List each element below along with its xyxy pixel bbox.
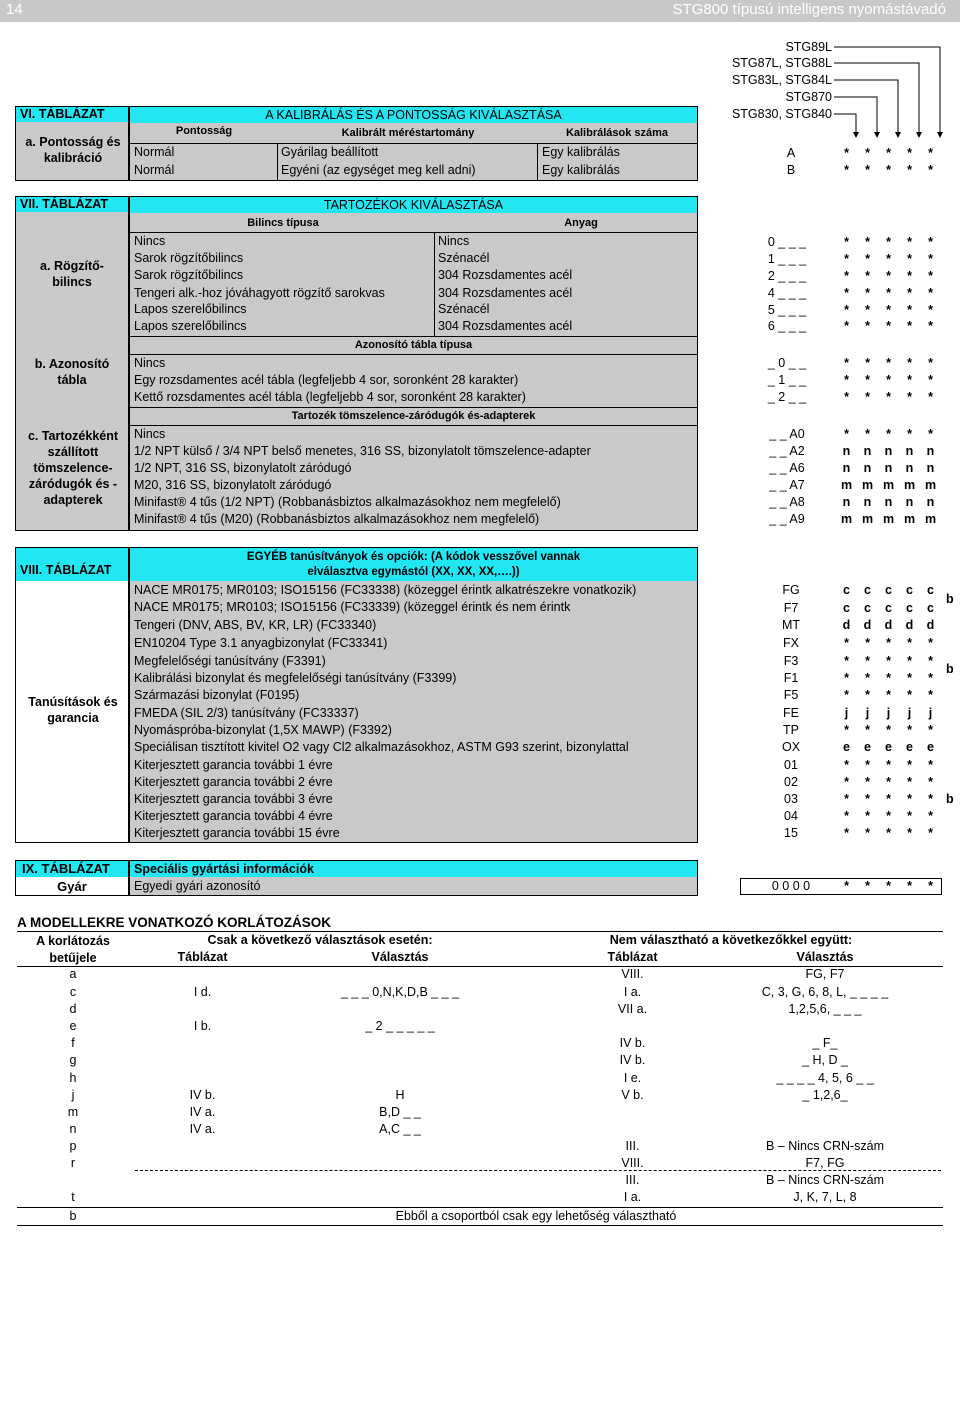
table-viii-extra-2: b: [946, 662, 954, 676]
table-viii-row2: NACE MR0175; MR0103; ISO15156 (FC33339) (közeggel érintk és nem érintk: [134, 600, 571, 614]
table-ix-title: Speciális gyártási információk: [130, 861, 697, 877]
page-number: 14: [6, 1, 23, 18]
restriction-choice-2: _ H, D _: [802, 1053, 848, 1067]
restriction-table-2: I a.: [623, 985, 642, 999]
table-viii-row8: FMEDA (SIL 2/3) tanúsítvány (FC33337): [134, 706, 359, 720]
table-viii-row1-availability: c c c c c: [843, 583, 934, 597]
table-viii-section-label: Tanúsítások és garancia: [28, 695, 118, 725]
table-viii-row14-availability: * * * * *: [844, 809, 933, 823]
table-viii-label: VIII. TÁBLÁZAT: [16, 548, 128, 581]
table-vii-a-row1-material: Nincs: [438, 234, 470, 248]
table-vii-c-row4-availability: m m m m m: [840, 478, 937, 492]
table-viii-row14-code: 04: [784, 809, 798, 823]
table-vii-a-row5-code: 5 _ _ _: [767, 303, 807, 317]
table-viii-row5: Megfelelőségi tanúsítvány (F3391): [134, 654, 326, 668]
restriction-table-2: III.: [625, 1173, 640, 1187]
table-vii-a-row3-material: 304 Rozsdamentes acél: [438, 268, 573, 282]
restriction-table-1: I b.: [193, 1019, 212, 1033]
table-viii-row10-code: OX: [781, 740, 801, 754]
restriction-choice-1: B,D _ _: [379, 1105, 421, 1119]
table-vii-label: VII. TÁBLÁZAT: [16, 197, 128, 212]
table-vii-c-row6-code: _ _ A9: [769, 512, 805, 526]
table-vi-title: A KALIBRÁLÁS ÉS A PONTOSSÁG KIVÁLASZTÁSA: [130, 107, 697, 123]
table-vi-row2-availability: * * * * *: [844, 163, 933, 177]
restriction-letter: g: [69, 1053, 77, 1067]
table-vi-row1-code: A: [786, 146, 796, 160]
table-vi-row2-code: B: [786, 163, 796, 177]
table-vii-a-row5-availability: * * * * *: [844, 303, 933, 317]
restrictions-last-text: Ebből a csoportból csak egy lehetőség választható: [395, 1209, 677, 1223]
table-vii-c-row3: 1/2 NPT, 316 SS, bizonylatolt záródugó: [134, 461, 352, 475]
table-vii-c-row6: Minifast® 4 tűs (M20) (Robbanásbiztos alkalmazásokhoz nem megfelelő): [134, 512, 540, 526]
page-header: [0, 0, 960, 22]
table-ix-code: 0 0 0 0: [771, 879, 811, 893]
table-vii-b-row2-availability: * * * * *: [844, 373, 933, 387]
table-vii-c-row1: Nincs: [134, 427, 166, 441]
table-viii-row7-availability: * * * * *: [844, 688, 933, 702]
table-viii-row12: Kiterjesztett garancia további 2 évre: [134, 775, 333, 789]
table-viii-row9: Nyomáspróba-bizonylat (1,5X MAWP) (F3392): [134, 723, 392, 737]
restriction-choice-2: 1,2,5,6, _ _ _: [788, 1002, 862, 1016]
table-vi-row1-availability: * * * * *: [844, 146, 933, 160]
model-stg870: STG870: [785, 90, 832, 104]
table-vii-b-row1-code: _ 0 _ _: [767, 356, 807, 370]
table-vi-row1-accuracy: Normál: [134, 145, 175, 159]
table-vii-a-row1-type: Nincs: [134, 234, 166, 248]
table-vii-c-row3-code: _ _ A6: [769, 461, 805, 475]
table-vii-a-row4-code: 4 _ _ _: [767, 286, 807, 300]
table-vii-a-row2-availability: * * * * *: [844, 252, 933, 266]
restrictions-sub-table-1: Táblázat: [177, 950, 228, 964]
table-viii-row9-availability: * * * * *: [844, 723, 933, 737]
restriction-table-2: IV b.: [619, 1053, 646, 1067]
restriction-choice-2: _ _ _ _ 4, 5, 6 _ _: [776, 1071, 874, 1085]
restrictions-last-letter: b: [69, 1209, 77, 1223]
table-ix-label: IX. TÁBLÁZAT: [16, 861, 128, 877]
restriction-choice-1: H: [395, 1088, 405, 1102]
restriction-table-1: IV b.: [189, 1088, 216, 1102]
model-stg830: STG830, STG840: [731, 107, 832, 121]
table-vii-a-row6-type: Lapos szerelőbilincs: [134, 319, 247, 333]
table-viii-row10: Speciálisan tisztított kivitel O2 vagy Cl2 alkalmazásokhoz, ASTM G93 szerint, bizonylattal: [134, 740, 629, 754]
restriction-table-1: IV a.: [189, 1122, 216, 1136]
restrictions-header-letter: A korlátozás betűjele: [36, 934, 110, 965]
table-viii-title-line2: elválasztva egymástól (XX, XX, XX,….)): [307, 566, 520, 578]
table-vii-a-row6-code: 6 _ _ _: [767, 319, 807, 333]
table-vii-c-row5: Minifast® 4 tűs (1/2 NPT) (Robbanásbiztos alkalmazásokhoz nem megfelelő): [134, 495, 561, 509]
table-viii-row10-availability: e e e e e: [843, 740, 934, 754]
table-vii-a-header-type: Bilincs típusa: [247, 217, 319, 229]
table-viii-row3-availability: d d d d d: [842, 618, 935, 632]
table-vii-b-row1-availability: * * * * *: [844, 356, 933, 370]
table-vii-b-row3-code: _ 2 _ _: [767, 390, 807, 404]
restriction-choice-2: J, K, 7, L, 8: [793, 1190, 857, 1204]
table-viii-row1: NACE MR0175; MR0103; ISO15156 (FC33338) (közeggel érintk alkatrészekre vonatkozik): [134, 583, 637, 597]
restriction-letter: t: [71, 1190, 75, 1204]
table-vi-col-count: Kalibrálások száma: [565, 127, 669, 139]
table-vi-row2-range: Egyéni (az egységet meg kell adni): [281, 163, 476, 177]
table-vii-b-row3: Kettő rozsdamentes acél tábla (legfeljebb 4 sor, soronként 28 karakter): [134, 390, 526, 404]
restriction-table-2: VII a.: [617, 1002, 648, 1016]
restriction-choice-2: B – Nincs CRN-szám: [765, 1139, 885, 1153]
model-stg83l: STG83L, STG84L: [731, 73, 832, 87]
table-vii-c-row6-availability: m m m m m: [840, 512, 937, 526]
table-vii-a-row1-code: 0 _ _ _: [767, 235, 807, 249]
table-vii-a-row4-type: Tengeri alk.-hoz jóváhagyott rögzítő sarokvas: [134, 286, 385, 300]
table-viii-row13-availability: * * * * *: [844, 792, 933, 806]
table-vii-title: TARTOZÉKOK KIVÁLASZTÁSA: [130, 197, 697, 213]
table-ix-availability: * * * * *: [844, 879, 933, 893]
table-vii-b-header: Azonosító tábla típusa: [354, 339, 473, 351]
table-viii-row6-availability: * * * * *: [844, 671, 933, 685]
table-viii-row3-code: MT: [781, 618, 801, 632]
restriction-choice-2: F7, FG: [805, 1156, 845, 1170]
table-viii-row15: Kiterjesztett garancia további 15 évre: [134, 826, 340, 840]
table-viii-row11-code: 01: [784, 758, 798, 772]
table-viii-title: [130, 548, 697, 581]
table-vii-a-row1-availability: * * * * *: [844, 235, 933, 249]
table-vi-section-label: a. Pontosság és kalibráció: [25, 135, 121, 165]
restriction-letter: p: [69, 1139, 77, 1153]
table-viii-row15-availability: * * * * *: [844, 826, 933, 840]
table-vii-a-row6-availability: * * * * *: [844, 319, 933, 333]
table-vi-label: VI. TÁBLÁZAT: [16, 107, 128, 122]
table-vii-c-row4: M20, 316 SS, bizonylatolt záródugó: [134, 478, 332, 492]
table-vii-a-row6-material: 304 Rozsdamentes acél: [438, 319, 573, 333]
table-vi-col-range: Kalibrált méréstartomány: [341, 127, 475, 139]
table-viii-row5-availability: * * * * *: [844, 654, 933, 668]
table-vii-c-row2-availability: n n n n n: [842, 444, 935, 458]
table-vii-c-label: c. Tartozékként szállított tömszelence-záródugók és -adapterek: [27, 429, 119, 507]
restriction-table-2: VIII.: [621, 1156, 644, 1170]
table-viii-row13: Kiterjesztett garancia további 3 évre: [134, 792, 333, 806]
table-viii-row7-code: F5: [783, 688, 799, 702]
table-viii-row2-availability: c c c c c: [843, 601, 934, 615]
table-viii-row8-availability: j j j j j: [844, 706, 933, 720]
restrictions-header-not: Nem választható a következőkkel együtt:: [609, 933, 853, 947]
table-vii-a-row2-code: 1 _ _ _: [767, 252, 807, 266]
table-viii-row11: Kiterjesztett garancia további 1 évre: [134, 758, 333, 772]
table-vii-c-row1-code: _ _ A0: [769, 427, 805, 441]
table-viii-title-line1: EGYÉB tanúsítványok és opciók: (A kódok vesszővel vannak: [246, 551, 581, 563]
table-vii-a-row4-availability: * * * * *: [844, 286, 933, 300]
table-vii-a-row3-code: 2 _ _ _: [767, 269, 807, 283]
table-viii-row5-code: F3: [783, 654, 799, 668]
restriction-letter: e: [69, 1019, 77, 1033]
model-stg89l: STG89L: [785, 40, 832, 54]
table-viii-row2-code: F7: [783, 601, 799, 615]
restriction-letter: a: [69, 967, 77, 981]
restriction-letter: j: [71, 1088, 75, 1102]
table-viii-row15-code: 15: [784, 826, 798, 840]
table-vii-c-row5-availability: n n n n n: [842, 495, 935, 509]
table-viii-row1-code: FG: [782, 583, 800, 597]
table-vii-a-row4-material: 304 Rozsdamentes acél: [438, 286, 573, 300]
table-vii-b-row3-availability: * * * * *: [844, 390, 933, 404]
restriction-table-1: IV a.: [189, 1105, 216, 1119]
table-viii-row9-code: TP: [783, 723, 799, 737]
restriction-choice-1: _ _ _ 0,N,K,D,B _ _ _: [340, 985, 460, 999]
table-viii-row13-code: 03: [784, 792, 798, 806]
table-viii-row6-code: F1: [783, 671, 799, 685]
restriction-letter: h: [69, 1071, 77, 1085]
table-vi-col-accuracy: Pontosság: [175, 125, 233, 137]
restriction-choice-2: _ F_: [812, 1036, 838, 1050]
table-vii-a-header-material: Anyag: [564, 217, 598, 229]
restriction-table-2: I a.: [623, 1190, 642, 1204]
table-vii-c-row4-code: _ _ A7: [769, 478, 805, 492]
table-ix-row: Egyedi gyári azonosító: [134, 879, 261, 893]
table-vii-a-row3-type: Sarok rögzítőbilincs: [134, 268, 244, 282]
table-vii-a-row5-material: Szénacél: [438, 302, 490, 316]
restriction-choice-2: _ 1,2,6_: [802, 1088, 848, 1102]
restriction-table-1: I d.: [193, 985, 212, 999]
table-vii-a-label: a. Rögzítő-bilincs: [40, 259, 104, 289]
table-ix-section-label: Gyár: [57, 879, 87, 894]
table-vii-b-row2: Egy rozsdamentes acél tábla (legfeljebb 4 sor, soronként 28 karakter): [134, 373, 519, 387]
restriction-letter: f: [71, 1036, 75, 1050]
table-viii-row12-availability: * * * * *: [844, 775, 933, 789]
restriction-table-2: IV b.: [619, 1036, 646, 1050]
table-vii-a-row3-availability: * * * * *: [844, 269, 933, 283]
restriction-choice-2: C, 3, G, 6, 8, L, _ _ _ _: [761, 985, 889, 999]
restrictions-sub-choice-2: Választás: [796, 950, 854, 964]
table-viii-row3: Tengeri (DNV, ABS, BV, KR, LR) (FC33340): [134, 618, 377, 632]
table-vi-row2-count: Egy kalibrálás: [542, 163, 620, 177]
table-vii-c-row1-availability: * * * * *: [844, 427, 933, 441]
restriction-letter: n: [69, 1122, 77, 1136]
table-vii-c-row2-code: _ _ A2: [769, 444, 805, 458]
restriction-letter: d: [69, 1002, 77, 1016]
restrictions-dashed-divider: [135, 1170, 941, 1171]
table-vii-c-row3-availability: n n n n n: [842, 461, 935, 475]
restriction-choice-1: A,C _ _: [379, 1122, 421, 1136]
restrictions-sub-table-2: Táblázat: [607, 950, 658, 964]
table-vi-row2-accuracy: Normál: [134, 163, 175, 177]
table-viii-row7: Származási bizonylat (F0195): [134, 688, 300, 702]
table-vi-row1-range: Gyárilag beállított: [281, 145, 379, 159]
table-viii-row4-availability: * * * * *: [844, 636, 933, 650]
restriction-table-2: I e.: [623, 1071, 642, 1085]
restriction-table-2: VIII.: [621, 967, 644, 981]
restriction-letter: c: [69, 985, 77, 999]
table-vii-b-label: b. Azonosító tábla: [34, 357, 110, 387]
table-viii-row14: Kiterjesztett garancia további 4 évre: [134, 809, 333, 823]
table-vii-a-row2-material: Szénacél: [438, 251, 490, 265]
restriction-letter: r: [70, 1156, 76, 1170]
table-vii-c-header: Tartozék tömszelence-záródugók és-adapterek: [291, 410, 536, 422]
table-vii-c-row5-code: _ _ A8: [769, 495, 805, 509]
restrictions-title: A MODELLEKRE VONATKOZÓ KORLÁTOZÁSOK: [17, 915, 331, 930]
table-viii-extra-3: b: [946, 792, 954, 806]
table-vii-a-row5-type: Lapos szerelőbilincs: [134, 302, 247, 316]
table-viii-row6: Kalibrálási bizonylat és megfelelőségi tanúsítvány (F3399): [134, 671, 457, 685]
restriction-choice-2: FG, F7: [805, 967, 845, 981]
restriction-table-2: V b.: [621, 1088, 644, 1102]
document-title: STG800 típusú intelligens nyomástávadó: [672, 1, 946, 18]
table-viii-row8-code: FE: [783, 706, 799, 720]
restrictions-header-only: Csak a következő választások esetén:: [207, 933, 433, 947]
table-viii-extra-1: b: [946, 592, 954, 606]
model-connector-lines: [820, 40, 950, 140]
restriction-choice-2: B – Nincs CRN-szám: [765, 1173, 885, 1187]
table-vi-row1-count: Egy kalibrálás: [542, 145, 620, 159]
table-viii-row4: EN10204 Type 3.1 anyagbizonylat (FC33341): [134, 636, 388, 650]
restriction-letter: m: [67, 1105, 79, 1119]
table-vii-c-row2: 1/2 NPT külső / 3/4 NPT belső menetes, 316 SS, bizonylatolt tömszelence-adapter: [134, 444, 591, 458]
restrictions-sub-choice-1: Választás: [371, 950, 429, 964]
table-vii-b-row1: Nincs: [134, 356, 166, 370]
table-viii-row12-code: 02: [784, 775, 798, 789]
table-vii-b-row2-code: _ 1 _ _: [767, 373, 807, 387]
table-viii-row4-code: FX: [783, 636, 799, 650]
restriction-table-2: III.: [625, 1139, 640, 1153]
model-stg87l: STG87L, STG88L: [731, 56, 832, 70]
table-vii-a-row2-type: Sarok rögzítőbilincs: [134, 251, 244, 265]
table-viii-row11-availability: * * * * *: [844, 758, 933, 772]
restriction-choice-1: _ 2 _ _ _ _ _: [365, 1019, 435, 1033]
